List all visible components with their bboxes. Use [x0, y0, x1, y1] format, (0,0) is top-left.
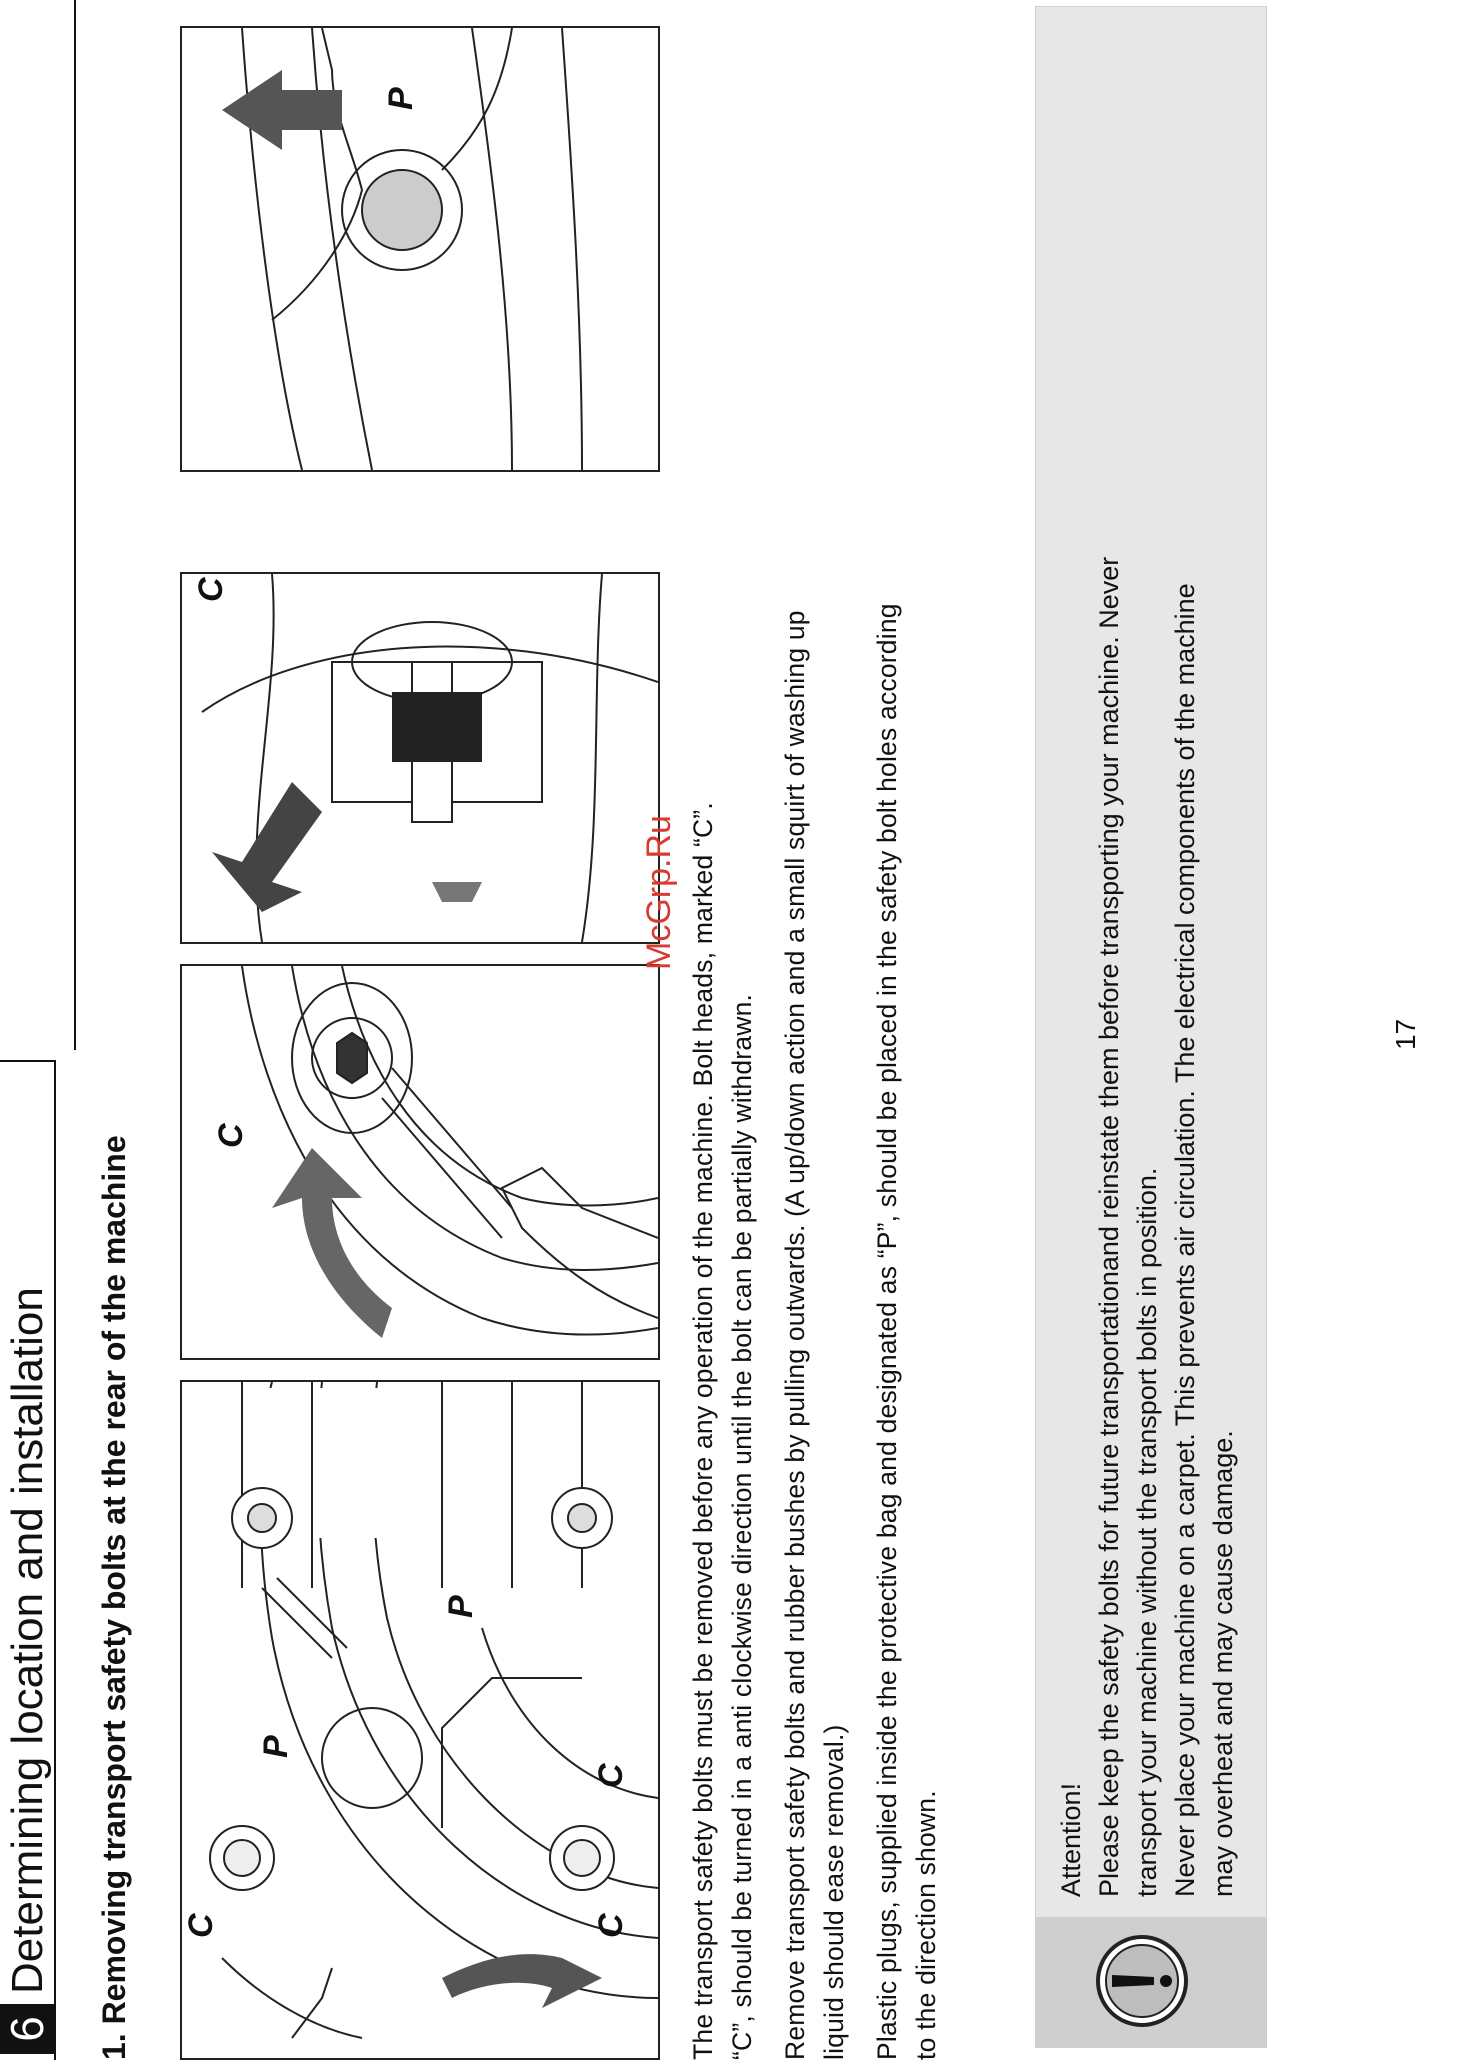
- bolt-pull-drawing: [182, 574, 658, 942]
- attention-box: [1035, 6, 1267, 2048]
- attention-text: [1052, 17, 1242, 1897]
- figure-plug-insert: [180, 26, 660, 472]
- body-text: [684, 160, 960, 2060]
- exclamation-icon: [1094, 1933, 1190, 2029]
- paragraph-2-line-2: liquid should ease removal.): [819, 1724, 849, 2060]
- figure-rear-panel: [180, 1380, 660, 2060]
- fig1-label-c3: C: [592, 1763, 630, 1788]
- watermark: McGrp.Ru: [640, 815, 678, 970]
- paragraph-1: [684, 160, 762, 2060]
- header-rule-end: [0, 1060, 56, 1062]
- fig2-label-c: C: [212, 1123, 250, 1148]
- section-number-badge: 6: [0, 2004, 54, 2054]
- fig1-label-c1: C: [182, 1913, 220, 1938]
- paragraph-1-line-2: “C”, should be turned in a anti clockwise direction until the bolt can be partially withdrawn.: [727, 993, 757, 2060]
- fig1-label-p1: P: [257, 1735, 295, 1758]
- attention-title: Attention!: [1056, 1782, 1086, 1897]
- subheading: 1. Removing transport safety bolts at the rear of the machine: [96, 1135, 132, 2060]
- figure-bolt-pull: [180, 572, 660, 944]
- attention-line-4: may overheat and may cause damage.: [1208, 1430, 1238, 1897]
- section-title: Determining location and installation: [3, 1287, 52, 1994]
- paragraph-2: [776, 160, 854, 2060]
- header-rule: [54, 1060, 56, 2060]
- attention-line-2: transport your machine without the transport bolts in position.: [1132, 1167, 1162, 1897]
- fig1-label-c2: C: [592, 1913, 630, 1938]
- paragraph-3-line-1: Plastic plugs, supplied inside the protective bag and designated as “P”, should be placed in the safety bolt holes according: [872, 603, 902, 2060]
- paragraph-3: [868, 160, 946, 2060]
- header-rule-right: [74, 0, 76, 1050]
- paragraph-2-line-1: Remove transport safety bolts and rubber bushes by pulling outwards. (A up/down action and a small squirt of washing up: [780, 610, 810, 2060]
- paragraph-1-line-1: The transport safety bolts must be removed before any operation of the machine. Bolt heads, marked “C”.: [688, 802, 718, 2060]
- attention-line-3: Never place your machine on a carpet. This prevents air circulation. The electrical components of the machine: [1170, 583, 1200, 1897]
- paragraph-3-line-2: to the direction shown.: [911, 1790, 941, 2060]
- rear-panel-drawing: [182, 1382, 658, 2058]
- page-number: 17: [1390, 1018, 1421, 1050]
- fig4-label-p: P: [382, 87, 420, 110]
- attention-line-1: Please keep the safety bolts for future transportationand reinstate them before transporting your machine. Never: [1094, 556, 1124, 1897]
- fig1-label-p2: P: [442, 1595, 480, 1618]
- figure-spanner-turn: [180, 964, 660, 1360]
- fig3-label-c: C: [192, 577, 230, 602]
- plug-insert-drawing: [182, 28, 658, 470]
- attention-icon-panel: [1036, 1917, 1266, 2047]
- spanner-drawing: [182, 966, 658, 1358]
